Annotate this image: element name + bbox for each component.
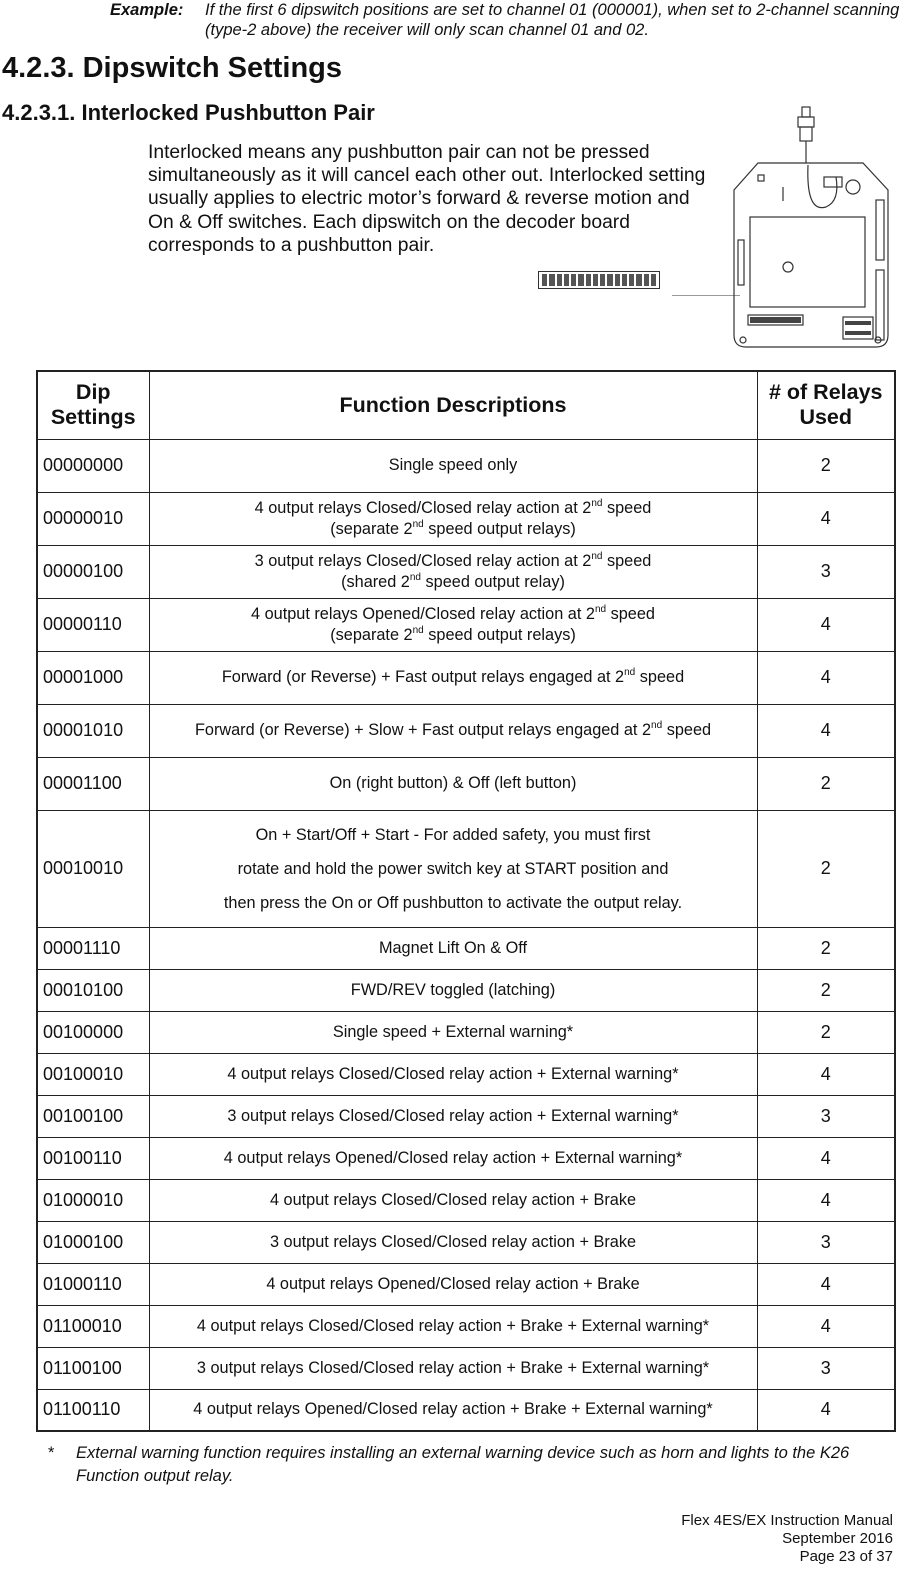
table-row [37,1137,895,1179]
dip-setting-cell: 00001000 [37,651,149,704]
description-line: 4 output relays Closed/Closed relay action + Brake + External warning* [196,1316,710,1335]
table-row [37,704,895,757]
footnote-text: External warning function requires installing an external warning device such as horn and lights to the K26 Function output relay. [76,1444,850,1485]
table-row [37,1095,895,1137]
function-description-cell [149,1179,757,1221]
relays-used-cell: 4 [757,1305,895,1347]
description-line: 4 output relays Opened/Closed relay action at 2nd speed [251,603,655,623]
dip-setting-cell: 00000110 [37,598,149,651]
description-line: Forward (or Reverse) + Fast output relays engaged at 2nd speed [221,667,685,686]
dip-setting-cell: 00001100 [37,757,149,810]
decoder-board-illustration [728,105,893,350]
dip-setting-cell: 01000110 [37,1263,149,1305]
description-line: On + Start/Off + Start - For added safety, you must first [255,825,651,844]
table-row [37,1011,895,1053]
relays-used-cell: 2 [757,439,895,492]
dipswitch-function-table [36,370,896,1432]
table-row [37,1179,895,1221]
dip-setting-cell: 00100110 [37,1137,149,1179]
description-line: (shared 2nd speed output relay) [341,571,565,591]
table-row [37,492,895,545]
relays-used-cell: 4 [757,1137,895,1179]
description-line: 4 output relays Opened/Closed relay action + Brake [266,1274,640,1293]
table-row [37,1263,895,1305]
relays-used-cell: 4 [757,492,895,545]
description-line: 4 output relays Closed/Closed relay action + Brake [269,1190,637,1209]
description-line: (separate 2nd speed output relays) [330,518,576,538]
dip-header-line1: Dip [75,380,111,405]
relays-used-cell: 3 [757,1347,895,1389]
function-description-cell [149,545,757,598]
relays-used-cell: 3 [757,545,895,598]
dip-settings-header [37,371,149,439]
description-line: Single speed only [388,456,518,474]
dip-setting-cell: 00001010 [37,704,149,757]
table-row [37,651,895,704]
relays-used-cell: 4 [757,1179,895,1221]
table-row [37,1389,895,1431]
function-description-cell [149,757,757,810]
table-row [37,1347,895,1389]
table-row [37,927,895,969]
relays-used-cell: 2 [757,757,895,810]
manual-date: September 2016 [782,1530,893,1547]
dip-setting-cell: 00100000 [37,1011,149,1053]
dip-setting-cell: 01100010 [37,1305,149,1347]
dip-header-line2: Settings [50,405,136,430]
manual-title: Flex 4ES/EX Instruction Manual [681,1512,893,1529]
description-line: rotate and hold the power switch key at START position and [237,859,669,878]
page-number: Page 23 of 37 [799,1548,893,1565]
description-line: (separate 2nd speed output relays) [330,624,576,644]
relays-used-cell: 2 [757,927,895,969]
dip-setting-cell: 00100010 [37,1053,149,1095]
relays-header-line2: Used [799,405,853,430]
function-description-cell [149,1137,757,1179]
table-header-row [37,371,895,439]
table-row [37,969,895,1011]
table-row [37,439,895,492]
table-row [37,1305,895,1347]
function-description-cell [149,1221,757,1263]
relays-used-cell: 4 [757,651,895,704]
relays-used-cell: 4 [757,598,895,651]
function-description-cell [149,1389,757,1431]
relays-used-cell: 2 [757,1011,895,1053]
table-row [37,598,895,651]
function-description-cell [149,439,757,492]
function-description-cell [149,492,757,545]
dip-setting-cell: 00010010 [37,810,149,927]
function-description-cell [149,1095,757,1137]
relays-header-line1: # of Relays [768,380,883,405]
description-line: 3 output relays Closed/Closed relay action + External warning* [227,1106,679,1125]
description-line: Magnet Lift On & Off [378,938,528,957]
function-description-cell [149,1305,757,1347]
function-description-cell [149,598,757,651]
dip-setting-cell: 00000000 [37,439,149,492]
function-description-cell [149,1053,757,1095]
function-description-cell [149,1347,757,1389]
dip-setting-cell: 00010100 [37,969,149,1011]
dip-setting-cell: 00000010 [37,492,149,545]
description-line: 3 output relays Closed/Closed relay action + Brake + External warning* [196,1358,710,1377]
relays-used-cell: 3 [757,1221,895,1263]
description-line: 3 output relays Closed/Closed relay action at 2nd speed [254,550,652,570]
function-description-cell [149,1263,757,1305]
dip-setting-cell: 01000010 [37,1179,149,1221]
dip-setting-cell: 00100100 [37,1095,149,1137]
description-line: 3 output relays Closed/Closed relay action + Brake [269,1232,637,1251]
table-body [37,439,895,1431]
dip-setting-cell: 01100110 [37,1389,149,1431]
dip-setting-cell: 01100100 [37,1347,149,1389]
table-row [37,1053,895,1095]
example-text: If the first 6 dipswitch positions are set to channel 01 (000001), when set to 2-channel scanning (type-2 above) the receiver will only scan channel 01 and 02. [205,1,900,39]
relays-used-cell: 2 [757,810,895,927]
description-line: On (right button) & Off (left button) [329,774,577,792]
function-description-cell [149,969,757,1011]
description-line: 4 output relays Opened/Closed relay action + External warning* [223,1148,683,1167]
relays-used-cell: 2 [757,969,895,1011]
subsection-heading: 4.2.3.1. Interlocked Pushbutton Pair [2,100,375,125]
description-line: Single speed + External warning* [332,1022,574,1041]
relays-used-cell: 4 [757,1389,895,1431]
relays-header [757,371,895,439]
description-line: 4 output relays Closed/Closed relay action + External warning* [227,1064,679,1083]
table-row [37,1221,895,1263]
description-line: 4 output relays Closed/Closed relay action at 2nd speed [254,497,652,517]
page-footer [681,1512,893,1566]
relays-used-cell: 4 [757,704,895,757]
relays-used-cell: 4 [757,1263,895,1305]
description-line: then press the On or Off pushbutton to activate the output relay. [223,893,683,912]
description-line: 4 output relays Opened/Closed relay action + Brake + External warning* [193,1400,713,1419]
function-description-cell [149,927,757,969]
dipswitch-strip-illustration [538,271,660,289]
relays-used-cell: 3 [757,1095,895,1137]
dip-setting-cell: 00000100 [37,545,149,598]
description-line: Forward (or Reverse) + Slow + Fast output relays engaged at 2nd speed [194,720,712,739]
table-row [37,810,895,927]
intro-paragraph: Interlocked means any pushbutton pair can not be pressed simultaneously as it will cancel each other out. Interlocked setting usually applies to electric motor’s forward & reverse motion and On & Off switches. Each dipswitch on the decoder board corresponds to a pushbutton pair. [148,142,706,256]
footnote-marker: * [48,1444,55,1462]
function-header: Function Descriptions [149,371,757,439]
description-line: FWD/REV toggled (latching) [350,980,556,999]
section-heading: 4.2.3. Dipswitch Settings [2,52,343,84]
dip-setting-cell: 01000100 [37,1221,149,1263]
function-description-cell [149,1011,757,1053]
table-row [37,757,895,810]
function-description-cell [149,704,757,757]
table-row [37,545,895,598]
function-description-cell [149,651,757,704]
dip-setting-cell: 00001110 [37,927,149,969]
function-description-cell [149,810,757,927]
relays-used-cell: 4 [757,1053,895,1095]
example-label: Example: [110,1,184,19]
